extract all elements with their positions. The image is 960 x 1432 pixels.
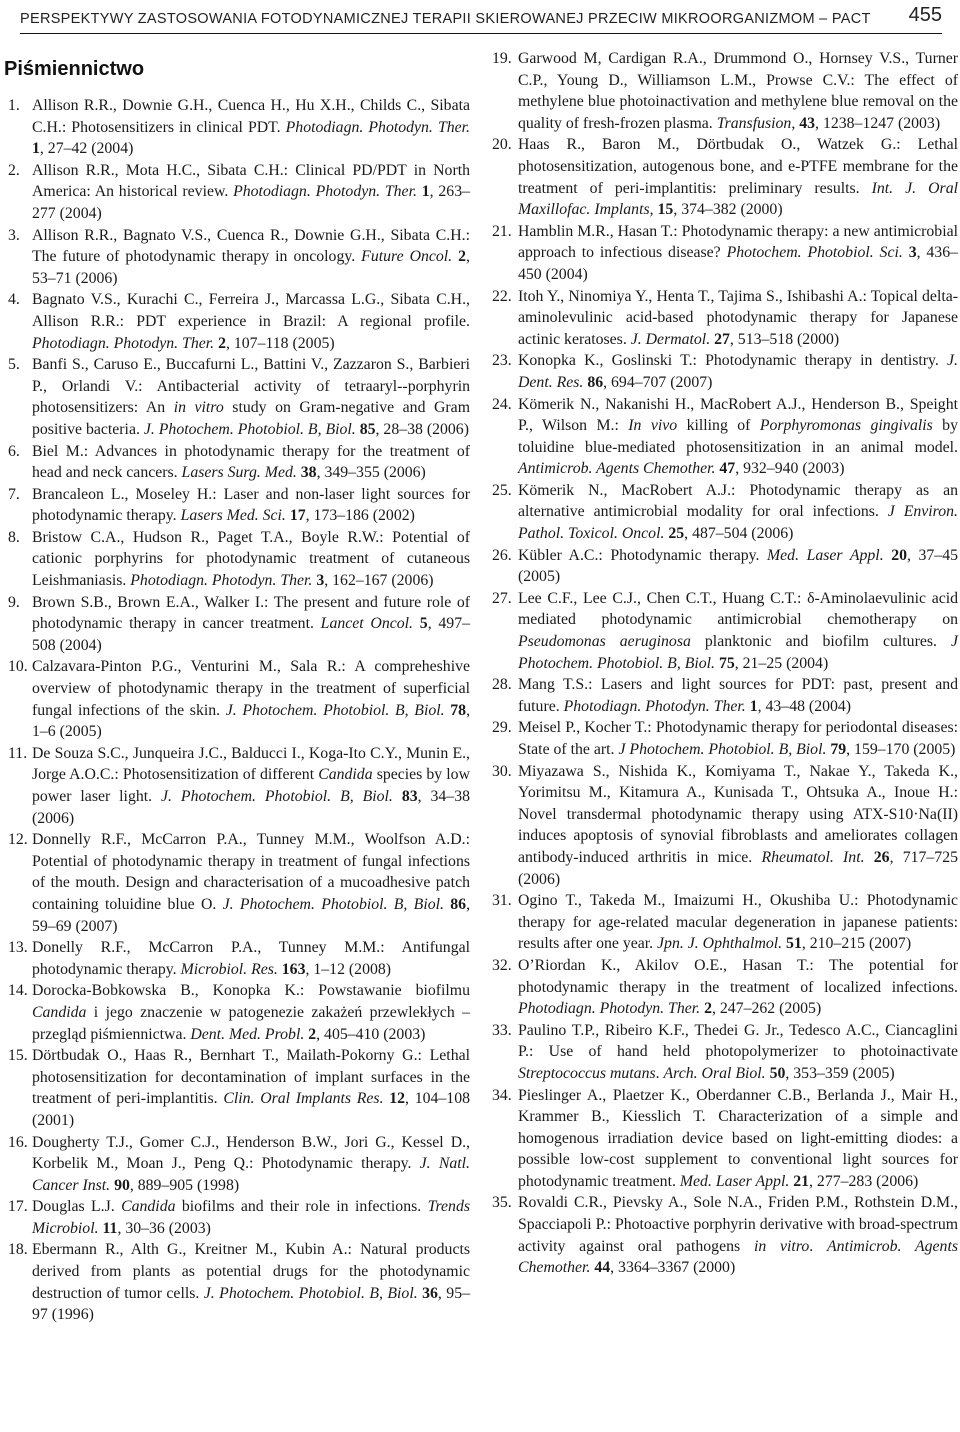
reference-item bbox=[4, 160, 470, 225]
reference-text bbox=[413, 615, 420, 632]
right-column bbox=[490, 48, 958, 1279]
volume-number: 11 bbox=[102, 1219, 118, 1237]
volume-number: 86 bbox=[587, 373, 604, 391]
volume-number: 50 bbox=[769, 1064, 786, 1082]
italic-text: In vivo bbox=[628, 417, 678, 435]
italic-text: J. Natl. Cancer Inst. bbox=[32, 1155, 470, 1194]
reference-text: , 104–108 (2001) bbox=[32, 1090, 471, 1129]
reference-item bbox=[490, 134, 958, 220]
italic-text: Med. Laser Appl. bbox=[767, 546, 884, 564]
italic-text: Photodiagn. Photodyn. Ther. bbox=[233, 183, 417, 201]
volume-number: 1 bbox=[421, 183, 430, 201]
reference-item bbox=[490, 674, 958, 717]
volume-number: 15 bbox=[657, 201, 674, 219]
volume-number: 38 bbox=[300, 464, 317, 482]
reference-number: 10. bbox=[8, 658, 28, 676]
reference-text: Rovaldi C.R., Pievsky A., Sole N.A., Friden P.M., Rothstein D.M., Spacciapoli P.: Photoactive porphyrin derivative with broad-spectrum activity against oral pathogens bbox=[518, 1194, 959, 1255]
italic-text: Lancet Oncol. bbox=[320, 615, 413, 633]
reference-text: Kömerik N., Nakanishi H., MacRobert A.J., Henderson B., Speight P., Wilson M.: bbox=[518, 395, 958, 435]
volume-number: 163 bbox=[281, 960, 306, 978]
reference-item bbox=[4, 829, 470, 937]
volume-number: 43 bbox=[799, 114, 816, 132]
reference-text: , 53–71 (2006) bbox=[32, 248, 470, 287]
italic-text: Photodiagn. Photodyn. Ther. bbox=[32, 334, 215, 352]
italic-text: J. Photochem. Photobiol. B, Biol. bbox=[225, 701, 445, 719]
reference-text: Mang T.S.: Lasers and light sources for PDT: past, present and future. bbox=[518, 676, 958, 715]
reference-number: 1. bbox=[8, 97, 20, 114]
reference-text: , 889–905 (1998) bbox=[129, 1176, 240, 1194]
reference-number: 31. bbox=[492, 892, 512, 910]
reference-text: killing of bbox=[677, 417, 760, 435]
reference-number: 14. bbox=[8, 982, 28, 1000]
italic-text: Med. Laser Appl. bbox=[679, 1172, 790, 1190]
reference-text: Haas R., Baron M., Dörtbudak O., Watzek G.: Lethal photosensitization, autogenous bone, and e-PTFE membrane for the treatment of peri-implantitis: preliminary results. bbox=[518, 136, 958, 197]
italic-text: Photodiagn. Photodyn. Ther. bbox=[518, 1000, 701, 1018]
italic-text: Photochem. Photobiol. Sci. bbox=[726, 244, 903, 262]
reference-text: , 27–42 (2004) bbox=[39, 140, 134, 158]
italic-text: Antimicrob. Agents Chemother. bbox=[518, 460, 716, 478]
reference-number: 20. bbox=[492, 136, 512, 154]
italic-text: Transfusion bbox=[716, 114, 792, 132]
italic-text: J. Dent. Res. bbox=[518, 352, 958, 391]
reference-number: 5. bbox=[8, 356, 20, 374]
italic-text: Jpn. J. Ophthalmol. bbox=[657, 935, 783, 953]
volume-number: 36 bbox=[422, 1284, 438, 1302]
italic-text: J Environ. Pathol. Toxicol. Oncol. bbox=[518, 503, 958, 543]
volume-number: 83 bbox=[401, 788, 418, 805]
volume-number: 3 bbox=[316, 572, 325, 590]
reference-number: 34. bbox=[492, 1086, 512, 1104]
reference-text: , 247–262 (2005) bbox=[711, 1000, 822, 1018]
reference-number: 25. bbox=[492, 481, 512, 499]
reference-item bbox=[490, 350, 958, 393]
reference-text: De Souza S.C., Junqueira J.C., Balducci I., Koga-Ito C.Y., Munin E., Jorge A.O.C.: Photosensitization of different bbox=[32, 744, 470, 784]
reference-number: 21. bbox=[492, 222, 512, 240]
italic-text: Photodiagn. Photodyn. Ther. bbox=[285, 118, 470, 136]
reference-text: , 107–118 (2005) bbox=[225, 334, 335, 352]
reference-text: by toluidine blue-mediated photosensitization in an animal model. bbox=[518, 417, 958, 456]
volume-number: 1 bbox=[32, 140, 40, 158]
reference-text: , 349–355 (2006) bbox=[316, 464, 426, 482]
italic-text: Antimicrob. Agents Chemother. bbox=[518, 1237, 958, 1277]
reference-number: 28. bbox=[492, 676, 512, 694]
italic-text: Dent. Med. Probl. bbox=[190, 1025, 305, 1043]
reference-text: , 3364–3367 (2000) bbox=[610, 1259, 736, 1277]
reference-text: Pieslinger A., Plaetzer K., Oberdanner C.B., Berlanda J., Mair H., Krammer B., Kiesslich T. Characterization of a simple and homogenous irradiation device based on light-emitting diodes: a possible low-cost supplement to conventional light sources for photodynamic treatment. bbox=[518, 1086, 958, 1190]
reference-text: Miyazawa S., Nishida K., Komiyama T., Nakae Y., Takeda K., Yorimitsu M., Kitamura A., Kunisada T., Ohtsuka A., Inoue H.: Novel transdermal photodynamic therapy using ATX-S10·Na(II) induces apoptosis of synovial fibroblasts and ameliorates collagen antibody-induced arthritis in mice. bbox=[518, 762, 958, 866]
reference-item bbox=[4, 354, 470, 440]
reference-number: 35. bbox=[492, 1194, 512, 1212]
reference-number: 3. bbox=[8, 226, 20, 244]
reference-number: 9. bbox=[8, 593, 20, 611]
volume-number: 12 bbox=[389, 1090, 406, 1108]
reference-item bbox=[4, 937, 470, 980]
reference-text: , 1–12 (2008) bbox=[305, 960, 392, 978]
reference-text: , 43–48 (2004) bbox=[757, 697, 852, 715]
volume-number: 2 bbox=[218, 334, 226, 352]
volume-number: 25 bbox=[668, 525, 685, 543]
reference-text: Donelly R.F., McCarron P.A., Tunney M.M.: Antifungal photodynamic therapy. bbox=[32, 939, 470, 978]
volume-number: 27 bbox=[714, 330, 730, 348]
reference-text: Hamblin M.R., Hasan T.: Photodynamic therapy: a new antimicrobial approach to infectious disease? bbox=[518, 222, 958, 262]
reference-item bbox=[490, 1085, 958, 1193]
reference-item bbox=[4, 1239, 470, 1325]
reference-text: Allison R.R., Downie G.H., Cuenca H., Hu X.H., Childs C., Sibata C.H.: Photosensitizers in clinical PDT. bbox=[32, 97, 470, 136]
reference-text: Bristow C.A., Hudson R., Paget T.A., Boyle R.W.: Potential of cationic porphyrins for photodynamic treatment of cutaneous Leishmaniasis. bbox=[32, 528, 470, 590]
reference-text: Dörtbudak O., Haas R., Bernhart T., Mailath-Pokorny G.: Lethal photosensitization for decontamination of implant surfaces in the treatment of peri-implantitis. bbox=[32, 1047, 470, 1108]
reference-item bbox=[490, 761, 958, 891]
reference-item bbox=[490, 717, 958, 760]
reference-item bbox=[4, 592, 470, 657]
volume-number: 21 bbox=[793, 1172, 810, 1190]
reference-item bbox=[4, 527, 470, 592]
reference-text: Douglas L.J. bbox=[32, 1198, 122, 1216]
reference-number: 11. bbox=[8, 744, 28, 762]
reference-text: Dougherty T.J., Gomer C.J., Henderson B.W., Jori G., Kessel D., Korbelik M., Moan J., Peng Q.: Photodynamic therapy. bbox=[32, 1133, 470, 1173]
reference-item bbox=[490, 221, 958, 286]
reference-item bbox=[490, 1192, 958, 1278]
section-heading: Piśmiennictwo bbox=[4, 58, 145, 80]
volume-number: 5 bbox=[419, 615, 428, 633]
reference-text: , 37–45 (2005) bbox=[518, 546, 958, 586]
reference-text: i jego znaczenie w patogenezie zakażeń przewlekłych – przegląd piśmiennictwa. bbox=[32, 1003, 470, 1043]
reference-item bbox=[4, 743, 470, 829]
reference-text: Brancaleon L., Moseley H.: Laser and non-laser light sources for photodynamic therapy. bbox=[32, 485, 470, 525]
italic-text: Arch. Oral Biol. bbox=[663, 1064, 766, 1082]
reference-text: , 405–410 (2003) bbox=[316, 1025, 426, 1043]
volume-number: 2 bbox=[308, 1025, 317, 1043]
reference-text: , 353–359 (2005) bbox=[785, 1064, 895, 1082]
volume-number: 44 bbox=[594, 1259, 611, 1277]
reference-text: , 1238–1247 (2003) bbox=[815, 114, 941, 132]
reference-text: , 932–940 (2003) bbox=[735, 460, 845, 478]
reference-number: 32. bbox=[492, 956, 512, 974]
italic-text: Candida bbox=[121, 1198, 176, 1216]
italic-text: Int. J. Oral Maxillofac. Implants bbox=[518, 179, 958, 219]
reference-text: , 717–725 (2006) bbox=[518, 848, 959, 888]
reference-text: Meisel P., Kocher T.: Photodynamic therapy for periodontal diseases: State of the art. bbox=[518, 719, 958, 758]
reference-number: 18. bbox=[8, 1241, 28, 1259]
reference-text: Lee C.F., Lee C.J., Chen C.T., Huang C.T.: δ-Aminolaevulinic acid mediated photodynamic antimicrobial chemotherapy on bbox=[518, 589, 958, 629]
reference-item bbox=[4, 1132, 470, 1197]
reference-text: biofilms and their role in infections. bbox=[175, 1198, 428, 1216]
volume-number: 17 bbox=[289, 507, 306, 525]
reference-text: Ogino T., Takeda M., Imaizumi H., Okushiba U.: Photodynamic therapy for age-related macular degeneration in japanese patients: results after one year. bbox=[518, 892, 958, 953]
reference-item bbox=[490, 1020, 958, 1085]
reference-text: species by low power laser light. bbox=[32, 766, 470, 805]
italic-text: J. Photochem. Photobiol. B, Biol. bbox=[203, 1284, 418, 1302]
italic-text: Lasers Surg. Med. bbox=[181, 464, 297, 482]
reference-text: Allison R.R., Bagnato V.S., Cuenca R., Downie G.H., Sibata C.H.: The future of photodynamic therapy in oncology. bbox=[32, 226, 470, 266]
reference-text: Paulino T.P., Ribeiro K.F., Thedei G. Jr., Tedesco A.C., Ciancaglini P.: Use of hand held photopolymerizer to photoinactivate bbox=[518, 1021, 958, 1061]
reference-text bbox=[865, 849, 874, 866]
running-header bbox=[20, 0, 942, 34]
reference-number: 7. bbox=[8, 485, 20, 503]
volume-number: 26 bbox=[873, 848, 890, 866]
reference-number: 13. bbox=[8, 939, 28, 957]
volume-number: 85 bbox=[359, 420, 376, 438]
volume-number: 51 bbox=[786, 935, 802, 953]
reference-text: . bbox=[655, 1064, 664, 1082]
reference-item bbox=[4, 225, 470, 290]
reference-text: study on Gram-negative and Gram positive bacteria. bbox=[32, 399, 470, 438]
reference-text: Banfi S., Caruso E., Buccafurni L., Battini V., Zazzaron S., Barbieri P., Orlandi V.: Antibacterial activity of tetraaryl--porphyrin photosensitizers: An bbox=[32, 356, 470, 417]
italic-text: Candida bbox=[32, 1003, 87, 1021]
italic-text: Photodiagn. Photodyn. Ther. bbox=[130, 572, 313, 590]
reference-number: 15. bbox=[8, 1047, 28, 1065]
reference-text: . bbox=[809, 1237, 828, 1255]
reference-item bbox=[490, 48, 958, 134]
reference-number: 6. bbox=[8, 442, 20, 460]
volume-number: 1 bbox=[749, 697, 758, 715]
reference-text: Bagnato V.S., Kurachi C., Ferreira J., Marcassa L.G., Sibata C.H., Allison R.R.: PDT experience in Brazil: A regional profile. bbox=[32, 291, 470, 330]
reference-text: , 95–97 (1996) bbox=[32, 1284, 470, 1324]
reference-text: , 374–382 (2000) bbox=[673, 201, 783, 219]
reference-item bbox=[490, 588, 958, 674]
reference-text: , 34–38 (2006) bbox=[32, 788, 471, 827]
reference-text: , 436–450 (2004) bbox=[518, 244, 958, 283]
italic-text: J. Photochem. Photobiol. B, Biol. bbox=[222, 895, 444, 913]
reference-item bbox=[4, 1196, 470, 1239]
reference-item bbox=[490, 480, 958, 545]
reference-number: 33. bbox=[492, 1021, 512, 1039]
italic-text: J. Photochem. Photobiol. B, Biol. bbox=[161, 788, 393, 805]
italic-text: Photodiagn. Photodyn. Ther. bbox=[563, 697, 746, 715]
reference-list-left bbox=[4, 95, 470, 1326]
reference-item bbox=[490, 286, 958, 351]
italic-text: Lasers Med. Sci. bbox=[180, 507, 286, 525]
reference-text: , 263–277 (2004) bbox=[32, 183, 470, 222]
reference-item bbox=[490, 955, 958, 1020]
reference-text bbox=[393, 788, 402, 805]
reference-number: 12. bbox=[8, 831, 28, 849]
reference-text: planktonic and biofilm cultures. bbox=[690, 633, 951, 651]
reference-text: Garwood M, Cardigan R.A., Drummond O., Hornsey V.S., Turner C.P., Young D., Williamson L.M., Prowse C.V.: The effect of methylene blue photoinactivation and methylene blue removal on the quality of fresh-frozen plasma. bbox=[518, 50, 958, 132]
reference-item bbox=[4, 980, 470, 1045]
reference-item bbox=[490, 394, 958, 480]
reference-text: Kübler A.C.: Photodynamic therapy. bbox=[518, 546, 768, 564]
volume-number: 90 bbox=[114, 1176, 130, 1194]
italic-text: J. Dermatol. bbox=[630, 330, 711, 348]
italic-text: Microbiol. Res. bbox=[180, 960, 278, 978]
reference-text: , 210–215 (2007) bbox=[801, 935, 912, 953]
reference-number: 19. bbox=[492, 50, 512, 67]
volume-number: 86 bbox=[450, 895, 467, 913]
italic-text: Clin. Oral Implants Res. bbox=[223, 1090, 384, 1108]
reference-number: 22. bbox=[492, 287, 512, 305]
reference-item bbox=[4, 289, 470, 354]
left-column bbox=[4, 48, 470, 1326]
reference-number: 8. bbox=[8, 528, 20, 546]
italic-text: Future Oncol. bbox=[361, 248, 453, 266]
reference-text: , bbox=[791, 114, 800, 132]
reference-text: Itoh Y., Ninomiya Y., Henta T., Tajima S., Ishibashi A.: Topical delta-aminolevulinic acid-based photodynamic therapy for Japanese actinic keratoses. bbox=[518, 287, 958, 348]
reference-text: Calzavara-Pinton P.G., Venturini M., Sala R.: A compreheshive overview of photodynamic therapy in the treatment of superficial fungal infections of the skin. bbox=[32, 658, 470, 719]
reference-item bbox=[4, 656, 470, 742]
reference-text: O’Riordan K., Akilov O.E., Hasan T.: The potential for photodynamic therapy in the treatment of localized infections. bbox=[518, 956, 958, 996]
volume-number: 20 bbox=[891, 546, 907, 564]
reference-item bbox=[4, 95, 470, 160]
volume-number: 79 bbox=[830, 741, 847, 758]
italic-text: Candida bbox=[318, 766, 373, 784]
reference-text: , 30–36 (2003) bbox=[117, 1219, 211, 1237]
reference-item bbox=[490, 890, 958, 955]
reference-text: Brown S.B., Brown E.A., Walker I.: The present and future role of photodynamic therapy in cancer treatment. bbox=[32, 593, 470, 633]
reference-number: 27. bbox=[492, 589, 512, 607]
italic-text: in vitro bbox=[173, 399, 224, 417]
reference-item bbox=[4, 1045, 470, 1131]
reference-item bbox=[4, 484, 470, 527]
reference-text: , 162–167 (2006) bbox=[324, 572, 434, 590]
reference-text: Kömerik N., MacRobert A.J.: Photodynamic therapy as an alternative antimicrobial modality for oral infections. bbox=[518, 481, 958, 521]
reference-number: 2. bbox=[8, 161, 20, 179]
reference-text: , bbox=[649, 201, 658, 219]
reference-text: , 173–186 (2002) bbox=[305, 507, 415, 525]
italic-text: Pseudomonas aeruginosa bbox=[518, 633, 691, 651]
reference-item bbox=[4, 441, 470, 484]
reference-text: , 159–170 (2005) bbox=[846, 741, 956, 758]
reference-text: , 1–6 (2005) bbox=[32, 701, 471, 741]
italic-text: Trends Microbiol. bbox=[32, 1198, 470, 1237]
reference-number: 29. bbox=[492, 719, 512, 737]
italic-text: J. Photochem. Photobiol. B, Biol. bbox=[143, 420, 356, 438]
volume-number: 2 bbox=[704, 1000, 712, 1018]
italic-text: Porphyromonas gingivalis bbox=[759, 417, 933, 435]
reference-text: , 277–283 (2006) bbox=[809, 1172, 919, 1190]
reference-text: Biel M.: Advances in photodynamic therapy for the treatment of head and neck cancers. bbox=[32, 442, 470, 482]
reference-text: , 59–69 (2007) bbox=[32, 895, 471, 935]
reference-number: 26. bbox=[492, 546, 512, 564]
reference-text: , 487–504 (2006) bbox=[684, 525, 794, 543]
reference-number: 24. bbox=[492, 395, 512, 413]
volume-number: 3 bbox=[908, 244, 917, 262]
running-header-title: PERSPEKTYWY ZASTOSOWANIA FOTODYNAMICZNEJ TERAPII SKIEROWANEJ PRZECIW MIKROORGANIZMOM – PACT bbox=[20, 11, 871, 27]
italic-text: Streptococcus mutans bbox=[518, 1064, 656, 1082]
reference-number: 16. bbox=[8, 1133, 28, 1151]
reference-number: 17. bbox=[8, 1198, 28, 1216]
reference-text: , 21–25 (2004) bbox=[734, 654, 829, 672]
reference-text: Ebermann R., Alth G., Kreitner M., Kubin A.: Natural products derived from plants as potential drugs for the photodynamic destruction of tumor cells. bbox=[32, 1241, 470, 1302]
reference-text: Dorocka-Bobkowska B., Konopka K.: Powstawanie biofilmu bbox=[32, 982, 470, 1000]
italic-text: J Photochem. Photobiol. B, Biol. bbox=[618, 741, 827, 758]
reference-text: Konopka K., Goslinski T.: Photodynamic therapy in dentistry. bbox=[518, 352, 948, 370]
reference-number: 30. bbox=[492, 762, 512, 780]
reference-number: 23. bbox=[492, 352, 512, 370]
reference-text: , 513–518 (2000) bbox=[729, 330, 840, 348]
italic-text: in vitro bbox=[753, 1237, 810, 1255]
italic-text: Rheumatol. Int. bbox=[761, 848, 865, 866]
reference-text: , 28–38 (2006) bbox=[375, 420, 469, 438]
reference-item bbox=[490, 545, 958, 588]
reference-number: 4. bbox=[8, 291, 20, 309]
volume-number: 2 bbox=[458, 248, 467, 266]
volume-number: 47 bbox=[719, 460, 736, 478]
reference-text: , 497–508 (2004) bbox=[32, 615, 470, 654]
reference-text: , 694–707 (2007) bbox=[603, 373, 713, 391]
page-number: 455 bbox=[908, 4, 942, 26]
reference-list-right bbox=[490, 48, 958, 1279]
reference-text: Allison R.R., Mota H.C., Sibata C.H.: Clinical PD/PDT in North America: An historical review. bbox=[32, 161, 470, 201]
italic-text: J Photochem. Photobiol. B, Biol. bbox=[518, 633, 958, 672]
volume-number: 78 bbox=[450, 701, 467, 719]
volume-number: 75 bbox=[718, 654, 735, 672]
reference-text: Donnelly R.F., McCarron P.A., Tunney M.M., Woolfson A.D.: Potential of photodynamic therapy in treatment of fungal infections of the mouth. Design and characterisation of a mucoadhesive patch containing toluidine blue O. bbox=[32, 831, 470, 913]
